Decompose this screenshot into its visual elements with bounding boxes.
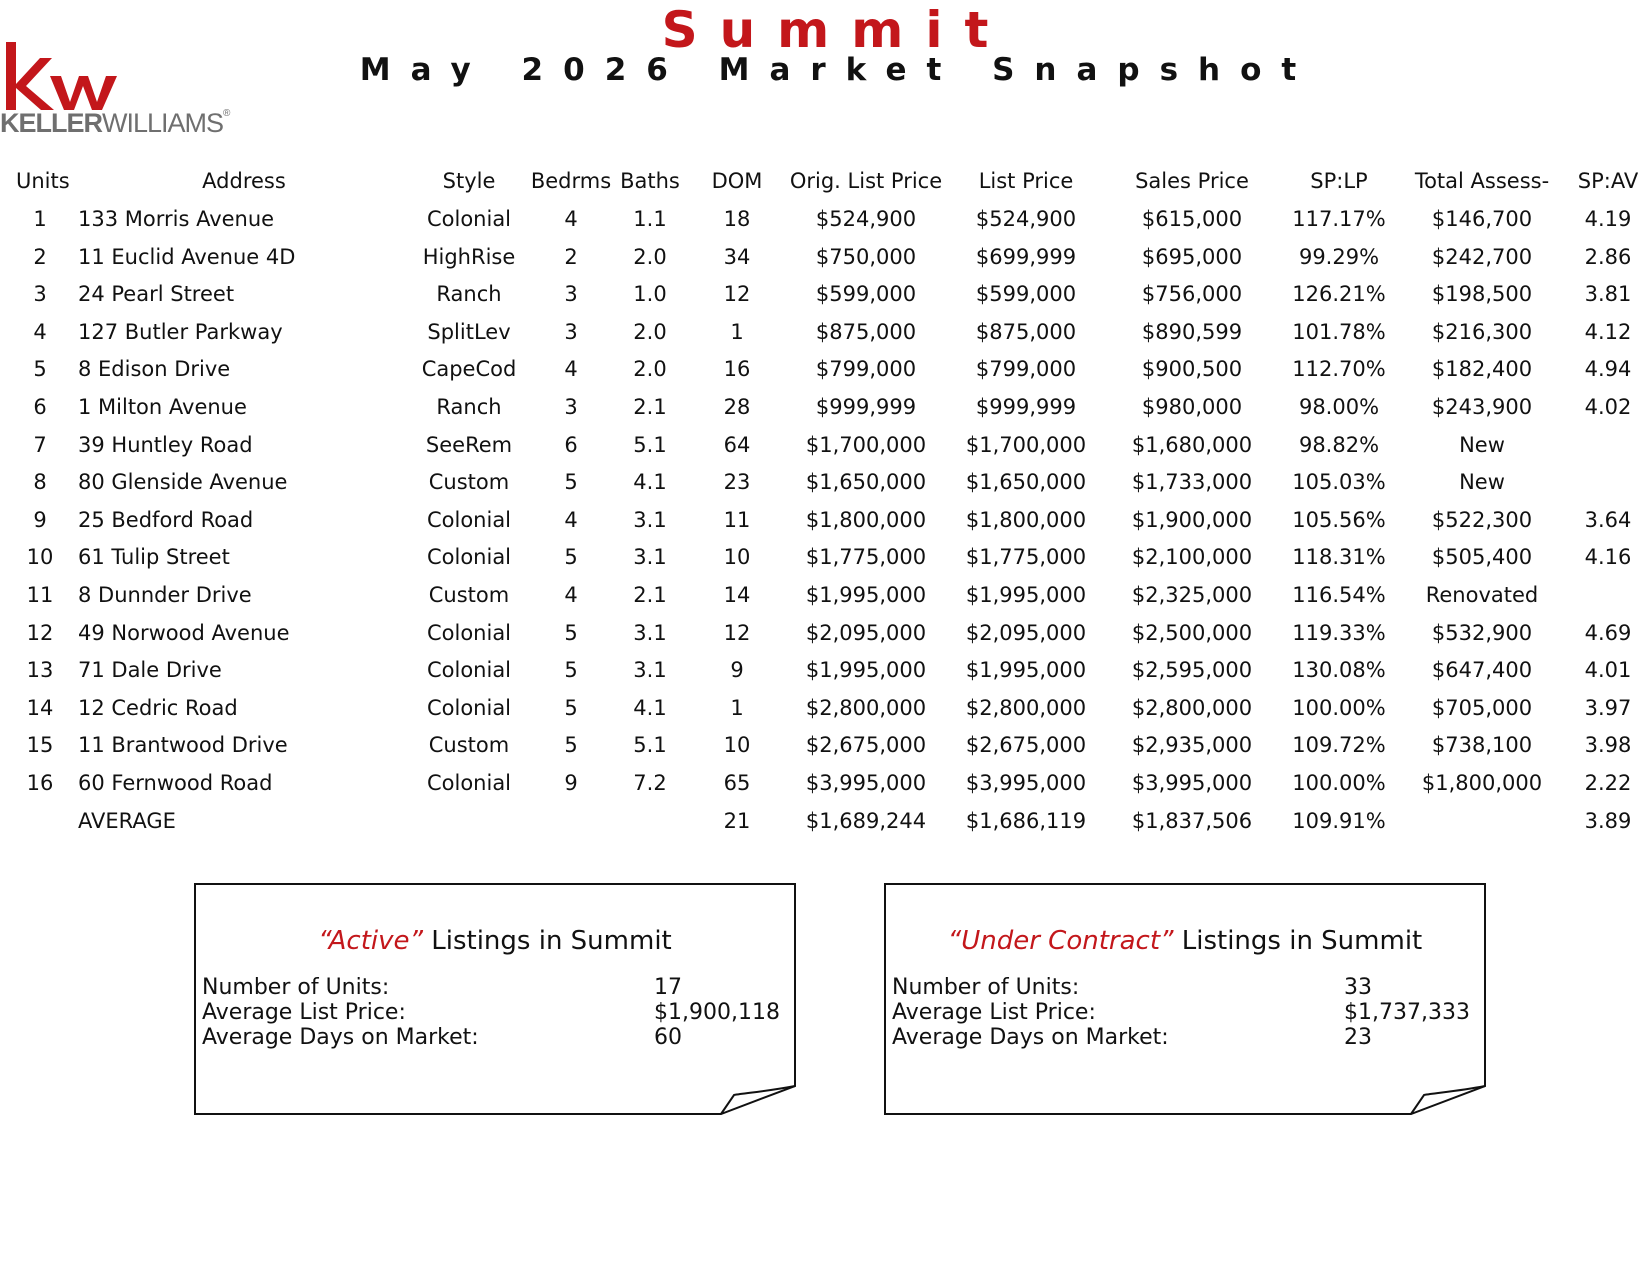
page-title: Summit xyxy=(661,1,1011,59)
cell-list-price: $524,900 xyxy=(975,207,1077,231)
cell-list-price: $1,650,000 xyxy=(965,470,1087,495)
active-box-title: “Active” Listings in Summit xyxy=(318,926,672,956)
cell-sp-lp: 105.03% xyxy=(1292,470,1386,495)
cell-sp-lp: 100.00% xyxy=(1292,695,1386,720)
header-baths: Baths xyxy=(620,169,680,193)
cell-sp-av: 4.01 xyxy=(1584,658,1632,683)
cell-sp-lp: 98.82% xyxy=(1298,432,1380,457)
cell-sp-lp: 117.17% xyxy=(1292,207,1386,231)
cell-address: 8 Dunnder Drive xyxy=(78,583,252,607)
table-row xyxy=(0,502,1650,538)
cell-sp-lp: 130.08% xyxy=(1292,658,1386,683)
cell-total-assessment: $146,700 xyxy=(1431,207,1533,231)
active-listings-box xyxy=(194,883,796,1115)
cell-total-assessment: New xyxy=(1459,470,1505,495)
cell-total-assessment: $243,900 xyxy=(1431,395,1533,419)
header-orig-list-price: Orig. List Price xyxy=(789,169,943,193)
cell-list-price: $1,995,000 xyxy=(965,583,1087,607)
cell-baths: 4.1 xyxy=(633,470,667,495)
cell-sp-av: 4.16 xyxy=(1584,545,1632,570)
cell-list-price: $1,995,000 xyxy=(965,658,1087,683)
cell-unit: 1 xyxy=(33,207,47,231)
cell-orig-list-price: $1,995,000 xyxy=(805,583,927,607)
cell-list-price: $1,800,000 xyxy=(965,507,1087,532)
cell-sales-price: $2,100,000 xyxy=(1131,545,1253,570)
cell-sales-price: $3,995,000 xyxy=(1131,771,1253,795)
active-avg-price-value: $1,900,118 xyxy=(654,1000,780,1025)
cell-style: SplitLev xyxy=(427,319,511,344)
cell-list-price: $2,095,000 xyxy=(965,620,1087,645)
cell-list-price: $599,000 xyxy=(975,282,1077,307)
cell-total-assessment: $522,300 xyxy=(1431,507,1533,532)
cell-list-price: $1,775,000 xyxy=(965,545,1087,570)
cell-orig-list-price: $1,650,000 xyxy=(805,470,927,495)
cell-bedrooms: 4 xyxy=(564,507,578,532)
cell-style: Ranch xyxy=(436,282,502,307)
active-units-value: 17 xyxy=(654,975,682,1000)
cell-baths: 3.1 xyxy=(633,545,667,570)
cell-address: 8 Edison Drive xyxy=(78,357,231,382)
cell-sp-av: 3.81 xyxy=(1584,282,1632,307)
table-row xyxy=(0,239,1650,275)
cell-address: 60 Fernwood Road xyxy=(78,771,273,795)
cell-unit: 14 xyxy=(26,695,54,720)
cell-total-assessment: $198,500 xyxy=(1431,282,1533,307)
cell-list-price: $2,675,000 xyxy=(965,733,1087,758)
table-row xyxy=(0,464,1650,500)
cell-style: HighRise xyxy=(422,244,516,269)
cell-sales-price: $615,000 xyxy=(1141,207,1243,231)
cell-address: 25 Bedford Road xyxy=(78,507,254,532)
cell-style: Ranch xyxy=(436,395,502,419)
cell-sp-av: 3.89 xyxy=(1584,808,1632,833)
cell-address: 11 Brantwood Drive xyxy=(78,733,288,758)
table-row xyxy=(0,201,1650,237)
cell-unit: 4 xyxy=(33,319,47,344)
cell-total-assessment: $738,100 xyxy=(1431,733,1533,758)
cell-unit: 16 xyxy=(26,771,54,795)
cell-bedrooms: 4 xyxy=(564,207,578,231)
uc-units-value: 33 xyxy=(1344,975,1372,1000)
cell-list-price: $999,999 xyxy=(975,395,1077,419)
cell-bedrooms: 5 xyxy=(564,470,578,495)
cell-address: 80 Glenside Avenue xyxy=(78,470,288,495)
cell-sales-price: $890,599 xyxy=(1141,319,1243,344)
cell-address: 11 Euclid Avenue 4D xyxy=(78,244,296,269)
cell-list-price: $3,995,000 xyxy=(965,771,1087,795)
cell-unit: 10 xyxy=(26,545,54,570)
uc-units-label: Number of Units: xyxy=(892,975,1080,1000)
table-row xyxy=(0,276,1650,312)
cell-total-assessment: $216,300 xyxy=(1431,319,1533,344)
cell-orig-list-price: $599,000 xyxy=(815,282,917,307)
cell-orig-list-price: $3,995,000 xyxy=(805,771,927,795)
cell-sp-av: 3.97 xyxy=(1584,695,1632,720)
cell-address: 24 Pearl Street xyxy=(78,282,235,307)
cell-list-price: $1,686,119 xyxy=(965,808,1087,833)
header-bedrooms: Bedrms xyxy=(530,169,612,193)
header-sales-price: Sales Price xyxy=(1135,169,1249,193)
cell-orig-list-price: $1,700,000 xyxy=(805,432,927,457)
cell-style: Custom xyxy=(428,583,510,607)
table-header-row xyxy=(0,163,1650,199)
cell-orig-list-price: $1,800,000 xyxy=(805,507,927,532)
cell-unit: 2 xyxy=(33,244,47,269)
cell-address: AVERAGE xyxy=(78,808,176,833)
uc-avg-price-value: $1,737,333 xyxy=(1344,1000,1470,1025)
cell-dom: 10 xyxy=(723,733,751,758)
cell-unit: 9 xyxy=(33,507,47,532)
cell-baths: 4.1 xyxy=(633,695,667,720)
cell-style: Custom xyxy=(428,733,510,758)
table-row xyxy=(0,314,1650,350)
cell-dom: 14 xyxy=(723,583,751,607)
cell-dom: 11 xyxy=(723,507,751,532)
cell-sp-av: 4.69 xyxy=(1584,620,1632,645)
cell-bedrooms: 5 xyxy=(564,620,578,645)
cell-orig-list-price: $2,800,000 xyxy=(805,695,927,720)
cell-orig-list-price: $1,689,244 xyxy=(805,808,927,833)
cell-total-assessment: New xyxy=(1459,432,1505,457)
cell-sales-price: $2,325,000 xyxy=(1131,583,1253,607)
cell-unit: 15 xyxy=(26,733,54,758)
cell-orig-list-price: $999,999 xyxy=(815,395,917,419)
under-contract-listings-box xyxy=(884,883,1486,1115)
cell-bedrooms: 5 xyxy=(564,545,578,570)
header-style: Style xyxy=(442,169,496,193)
cell-baths: 7.2 xyxy=(633,771,667,795)
table-row xyxy=(0,690,1650,726)
cell-dom: 34 xyxy=(723,244,751,269)
cell-list-price: $2,800,000 xyxy=(965,695,1087,720)
cell-orig-list-price: $799,000 xyxy=(815,357,917,382)
cell-unit: 5 xyxy=(33,357,47,382)
cell-list-price: $875,000 xyxy=(975,319,1077,344)
cell-address: 12 Cedric Road xyxy=(78,695,238,720)
cell-style: Colonial xyxy=(426,695,512,720)
cell-sp-av: 3.98 xyxy=(1584,733,1632,758)
cell-total-assessment: Renovated xyxy=(1425,583,1539,607)
cell-dom: 12 xyxy=(723,282,751,307)
cell-sales-price: $900,500 xyxy=(1141,357,1243,382)
cell-baths: 2.0 xyxy=(633,357,667,382)
cell-orig-list-price: $524,900 xyxy=(815,207,917,231)
cell-bedrooms: 4 xyxy=(564,357,578,382)
active-units-label: Number of Units: xyxy=(202,975,390,1000)
cell-baths: 3.1 xyxy=(633,620,667,645)
table-row xyxy=(0,652,1650,688)
cell-style: SeeRem xyxy=(425,432,513,457)
cell-sales-price: $695,000 xyxy=(1141,244,1243,269)
cell-dom: 28 xyxy=(723,395,751,419)
cell-sales-price: $1,733,000 xyxy=(1131,470,1253,495)
cell-sales-price: $2,595,000 xyxy=(1131,658,1253,683)
cell-dom: 16 xyxy=(723,357,751,382)
cell-dom: 23 xyxy=(723,470,751,495)
cell-orig-list-price: $750,000 xyxy=(815,244,917,269)
header-sp-av: SP:AV xyxy=(1577,169,1639,193)
cell-baths: 3.1 xyxy=(633,658,667,683)
cell-sp-av: 2.22 xyxy=(1584,771,1632,795)
cell-address: 61 Tulip Street xyxy=(78,545,230,570)
cell-sp-av: 2.86 xyxy=(1584,244,1632,269)
cell-unit: 11 xyxy=(26,583,54,607)
cell-total-assessment: $1,800,000 xyxy=(1421,771,1543,795)
cell-sp-lp: 99.29% xyxy=(1298,244,1380,269)
uc-avg-dom-label: Average Days on Market: xyxy=(892,1025,1169,1050)
cell-sp-lp: 112.70% xyxy=(1292,357,1386,382)
cell-sp-av: 4.94 xyxy=(1584,357,1632,382)
cell-baths: 2.0 xyxy=(633,319,667,344)
cell-dom: 21 xyxy=(723,808,751,833)
cell-sp-lp: 101.78% xyxy=(1292,319,1386,344)
cell-dom: 18 xyxy=(723,207,751,231)
table-row xyxy=(0,351,1650,387)
cell-baths: 3.1 xyxy=(633,507,667,532)
page-subtitle: May 2026 Market Snapshot xyxy=(359,52,1317,88)
cell-bedrooms: 2 xyxy=(564,244,578,269)
cell-orig-list-price: $1,995,000 xyxy=(805,658,927,683)
cell-orig-list-price: $1,775,000 xyxy=(805,545,927,570)
table-row xyxy=(0,539,1650,575)
cell-dom: 64 xyxy=(723,432,751,457)
table-row xyxy=(0,389,1650,425)
table-row xyxy=(0,765,1650,801)
cell-bedrooms: 3 xyxy=(564,319,578,344)
cell-style: Colonial xyxy=(426,545,512,570)
cell-address: 1 Milton Avenue xyxy=(78,395,247,419)
cell-baths: 1.0 xyxy=(633,282,667,307)
cell-sales-price: $1,900,000 xyxy=(1131,507,1253,532)
header-address: Address xyxy=(202,169,286,193)
cell-total-assessment: $647,400 xyxy=(1431,658,1533,683)
active-avg-dom-label: Average Days on Market: xyxy=(202,1025,479,1050)
cell-unit: 12 xyxy=(26,620,54,645)
cell-sales-price: $1,837,506 xyxy=(1131,808,1253,833)
cell-sales-price: $2,800,000 xyxy=(1131,695,1253,720)
cell-baths: 2.1 xyxy=(633,583,667,607)
header-total-assessment: Total Assess- xyxy=(1414,169,1550,193)
table-row xyxy=(0,727,1650,763)
cell-bedrooms: 4 xyxy=(564,583,578,607)
average-row xyxy=(0,803,1650,839)
cell-list-price: $699,999 xyxy=(975,244,1077,269)
cell-dom: 1 xyxy=(730,695,744,720)
table-row xyxy=(0,577,1650,613)
active-avg-price-label: Average List Price: xyxy=(202,1000,406,1025)
cell-sp-av: 4.02 xyxy=(1584,395,1632,419)
cell-bedrooms: 9 xyxy=(564,771,578,795)
cell-style: Colonial xyxy=(426,771,512,795)
under-contract-box-title: “Under Contract” Listings in Summit xyxy=(947,926,1423,956)
cell-address: 133 Morris Avenue xyxy=(78,207,275,231)
cell-baths: 2.0 xyxy=(633,244,667,269)
cell-unit: 13 xyxy=(26,658,54,683)
cell-unit: 8 xyxy=(33,470,47,495)
header-dom: DOM xyxy=(711,169,763,193)
cell-sp-lp: 100.00% xyxy=(1292,771,1386,795)
cell-address: 49 Norwood Avenue xyxy=(78,620,290,645)
cell-baths: 5.1 xyxy=(633,733,667,758)
cell-sp-lp: 109.72% xyxy=(1292,733,1386,758)
uc-avg-price-label: Average List Price: xyxy=(892,1000,1096,1025)
cell-sales-price: $2,935,000 xyxy=(1131,733,1253,758)
table-row xyxy=(0,615,1650,651)
table-row xyxy=(0,427,1650,463)
uc-avg-dom-value: 23 xyxy=(1344,1025,1372,1050)
cell-style: Custom xyxy=(428,470,510,495)
cell-sp-av: 4.12 xyxy=(1584,319,1632,344)
cell-baths: 5.1 xyxy=(633,432,667,457)
cell-total-assessment: $505,400 xyxy=(1431,545,1533,570)
cell-baths: 1.1 xyxy=(633,207,667,231)
cell-style: Colonial xyxy=(426,507,512,532)
cell-total-assessment: $242,700 xyxy=(1431,244,1533,269)
cell-style: Colonial xyxy=(426,658,512,683)
cell-unit: 3 xyxy=(33,282,47,307)
cell-style: Colonial xyxy=(426,207,512,231)
cell-sp-av: 4.19 xyxy=(1584,207,1632,231)
cell-sp-lp: 116.54% xyxy=(1292,583,1386,607)
cell-address: 39 Huntley Road xyxy=(78,432,253,457)
cell-baths: 2.1 xyxy=(633,395,667,419)
cell-list-price: $1,700,000 xyxy=(965,432,1087,457)
cell-sales-price: $756,000 xyxy=(1141,282,1243,307)
cell-dom: 12 xyxy=(723,620,751,645)
cell-dom: 10 xyxy=(723,545,751,570)
cell-unit: 6 xyxy=(33,395,47,419)
cell-orig-list-price: $875,000 xyxy=(815,319,917,344)
header-list-price: List Price xyxy=(978,169,1074,193)
cell-bedrooms: 3 xyxy=(564,282,578,307)
active-avg-dom-value: 60 xyxy=(654,1025,682,1050)
cell-sp-lp: 119.33% xyxy=(1292,620,1386,645)
cell-bedrooms: 5 xyxy=(564,733,578,758)
cell-dom: 65 xyxy=(723,771,751,795)
header-units: Units xyxy=(16,169,70,193)
cell-orig-list-price: $2,095,000 xyxy=(805,620,927,645)
cell-bedrooms: 5 xyxy=(564,695,578,720)
cell-address: 127 Butler Parkway xyxy=(78,319,283,344)
cell-sp-lp: 98.00% xyxy=(1298,395,1380,419)
cell-sp-av: 3.64 xyxy=(1584,507,1632,532)
cell-total-assessment: $532,900 xyxy=(1431,620,1533,645)
cell-sp-lp: 105.56% xyxy=(1292,507,1386,532)
cell-list-price: $799,000 xyxy=(975,357,1077,382)
cell-sp-lp: 118.31% xyxy=(1292,545,1386,570)
cell-dom: 9 xyxy=(730,658,744,683)
cell-bedrooms: 3 xyxy=(564,395,578,419)
header-sp-lp: SP:LP xyxy=(1310,169,1368,193)
cell-sales-price: $2,500,000 xyxy=(1131,620,1253,645)
cell-total-assessment: $182,400 xyxy=(1431,357,1533,382)
cell-bedrooms: 6 xyxy=(564,432,578,457)
cell-sales-price: $980,000 xyxy=(1141,395,1243,419)
cell-address: 71 Dale Drive xyxy=(78,658,222,683)
cell-unit: 7 xyxy=(33,432,47,457)
cell-bedrooms: 5 xyxy=(564,658,578,683)
cell-sales-price: $1,680,000 xyxy=(1131,432,1253,457)
cell-total-assessment: $705,000 xyxy=(1431,695,1533,720)
cell-orig-list-price: $2,675,000 xyxy=(805,733,927,758)
brand-wordmark: KELLERWILLIAMS® xyxy=(0,108,230,138)
cell-sp-lp: 126.21% xyxy=(1292,282,1386,307)
cell-style: Colonial xyxy=(426,620,512,645)
cell-dom: 1 xyxy=(730,319,744,344)
cell-style: CapeCod xyxy=(421,357,517,382)
cell-sp-lp: 109.91% xyxy=(1292,808,1386,833)
